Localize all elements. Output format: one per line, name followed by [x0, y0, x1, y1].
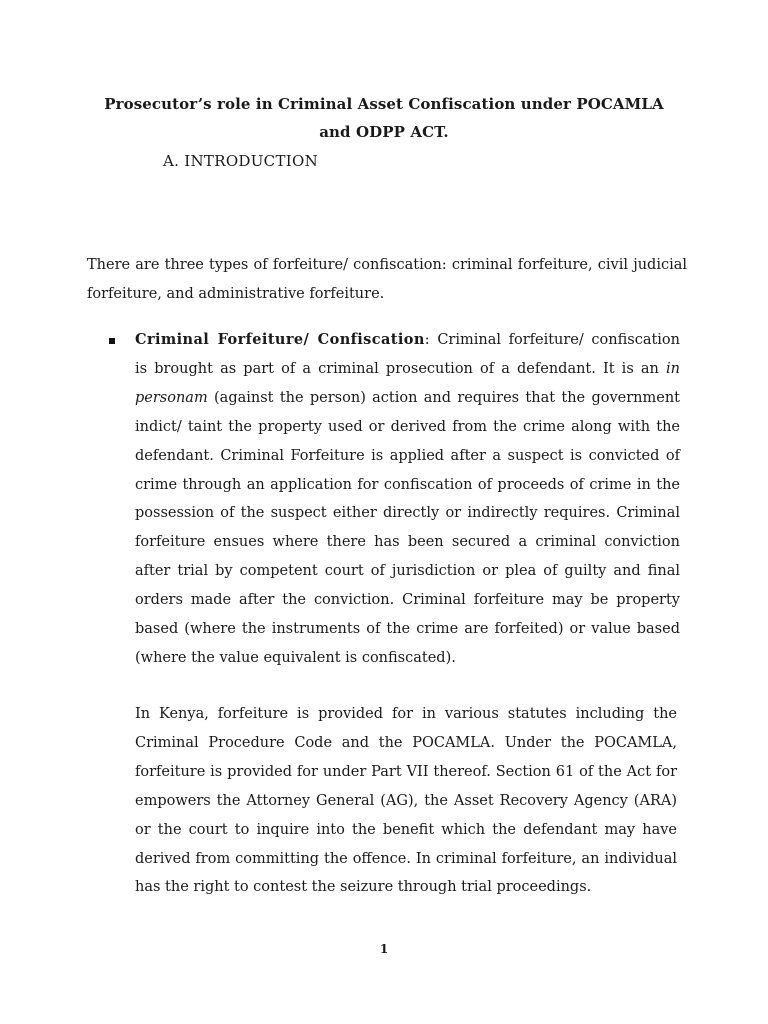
bullet-text	[135, 326, 680, 673]
bullet-text-part-2: (against the person) action and requires that the government indict/ taint the property used or derived from the crime along with the defendant. Criminal Forfeiture is applied after a suspect is convicted of crime through an application for confiscation of proceeds of crime in the possession of the suspect either directly or indirectly requires. Criminal forfeiture ensues where there has been secured a criminal conviction after trial by competent court of jurisdiction or plea of guilty and final orders made after the conviction. Criminal forfeiture may be property based (where the instruments of the crime are forfeited) or value based (where the value equivalent is confiscated).	[135, 389, 680, 666]
bullet-italic-term: in personam	[135, 360, 680, 406]
square-bullet-icon	[109, 338, 115, 344]
section-heading: A. INTRODUCTION	[163, 152, 319, 170]
bullet-colon: :	[424, 332, 438, 348]
document-title-line-1: Prosecutor’s role in Criminal Asset Confiscation under POCAMLA	[104, 95, 664, 113]
bullet-lead-term: Criminal Forfeiture/ Confiscation	[135, 331, 425, 348]
kenya-forfeiture-paragraph: In Kenya, forfeiture is provided for in various statutes including the Criminal Procedure Code and the POCAMLA. Under the POCAMLA, forfeiture is provided for under Part VII thereof. Section 61 of the Act for empowers the Attorney General (AG), the Asset Recovery Agency (ARA) or the court to inquire into the benefit which the defendant may have derived from committing the offence. In criminal forfeiture, an individual has the right to contest the seizure through trial proceedings.	[135, 706, 677, 896]
bullet-text-part-1: Criminal forfeiture/ confiscation is brought as part of a criminal prosecution of a defendant. It is an	[135, 332, 680, 377]
page-number: 1	[379, 942, 389, 956]
document-title-line-2: and ODPP ACT.	[319, 123, 449, 141]
intro-paragraph: There are three types of forfeiture/ confiscation: criminal forfeiture, civil judicial forfeiture, and administrative forfeiture.	[87, 257, 687, 302]
